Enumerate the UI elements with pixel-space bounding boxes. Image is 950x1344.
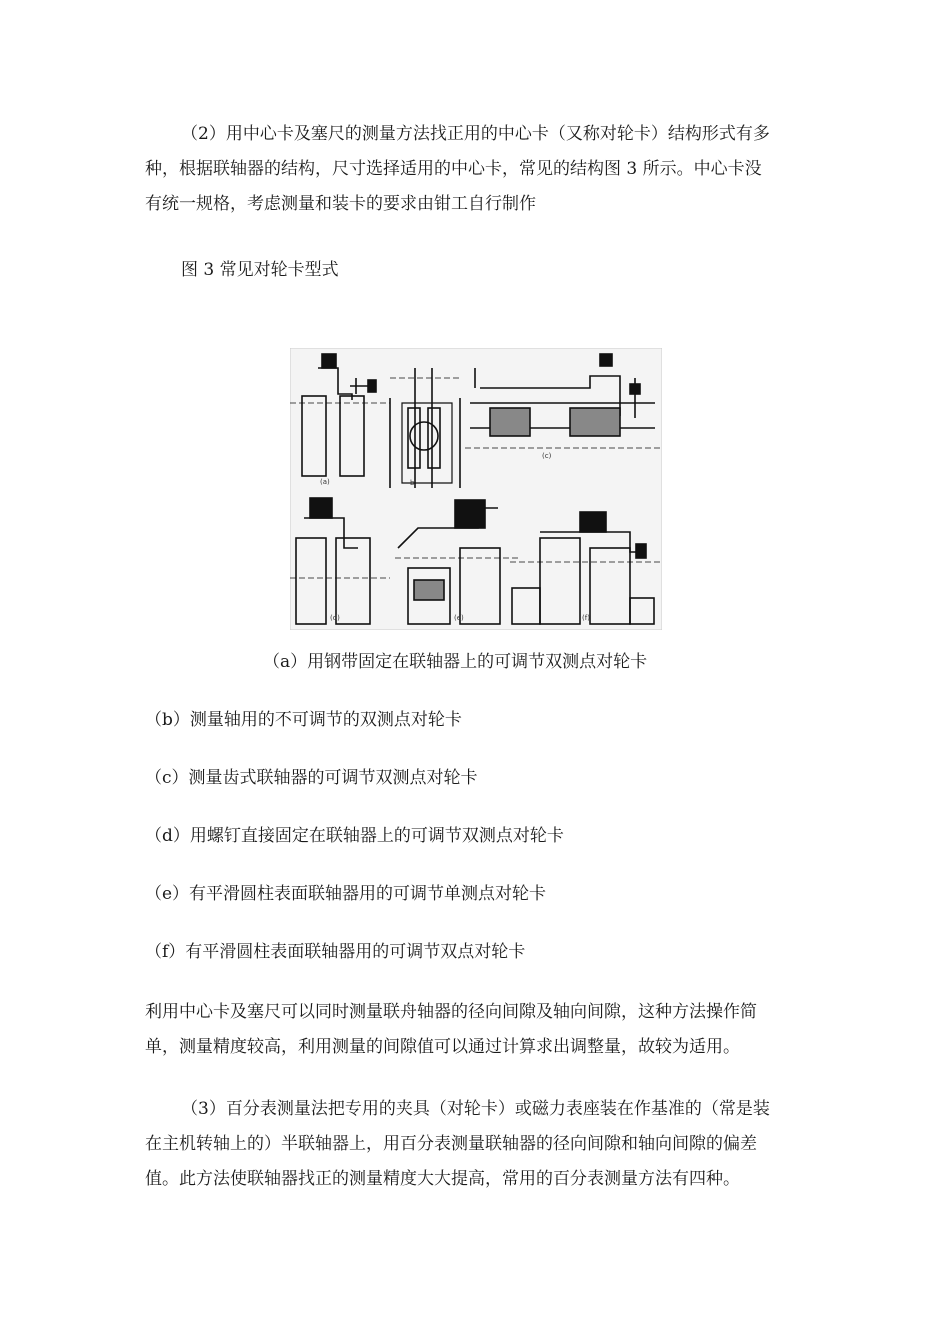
panel-label-e: (e) (454, 614, 464, 622)
text-line: 利用中心卡及塞尺可以同时测量联舟轴器的径向间隙及轴向间隙，这种方法操作简 (145, 1002, 757, 1022)
caption-b: （b）测量轴用的不可调节的双测点对轮卡 (145, 710, 462, 730)
text-line: 值。此方法使联轴器找正的测量精度大大提高，常用的百分表测量方法有四种。 (145, 1169, 740, 1189)
figure-image (290, 348, 662, 630)
text-line: 单，测量精度较高，利用测量的间隙值可以通过计算求出调整量，故较为适用。 (145, 1037, 740, 1057)
panel-label-b: b (410, 479, 415, 487)
paragraph-method-3 (145, 1092, 810, 1197)
caption-a: （a）用钢带固定在联轴器上的可调节双测点对轮卡 (263, 652, 648, 672)
caption-f: （f）有平滑圆柱表面联轴器用的可调节双点对轮卡 (145, 942, 526, 962)
figure-title: 图 3 常见对轮卡型式 (181, 260, 339, 280)
paragraph-summary (145, 995, 810, 1065)
panel-label-c: (c) (542, 452, 552, 460)
text-line: （2）用中心卡及塞尺的测量方法找正用的中心卡（又称对轮卡）结构形式有多 (181, 124, 770, 144)
panel-label-a: (a) (320, 478, 330, 486)
text-line: 种，根据联轴器的结构，尺寸选择适用的中心卡，常见的结构图 3 所示。中心卡没 (145, 159, 762, 179)
text-line: （3）百分表测量法把专用的夹具（对轮卡）或磁力表座装在作基准的（常是装 (181, 1099, 770, 1119)
caption-e: （e）有平滑圆柱表面联轴器用的可调节单测点对轮卡 (145, 884, 547, 904)
panel-label-f: (f) (582, 614, 590, 622)
panel-label-d: (d) (330, 614, 340, 622)
text-line: 有统一规格，考虑测量和装卡的要求由钳工自行制作 (145, 194, 536, 214)
text-line: 在主机转轴上的）半联轴器上，用百分表测量联轴器的径向间隙和轴向间隙的偏差 (145, 1134, 757, 1154)
paragraph-method-2 (145, 117, 810, 222)
caption-c: （c）测量齿式联轴器的可调节双测点对轮卡 (145, 768, 478, 788)
caption-d: （d）用螺钉直接固定在联轴器上的可调节双测点对轮卡 (145, 826, 564, 846)
